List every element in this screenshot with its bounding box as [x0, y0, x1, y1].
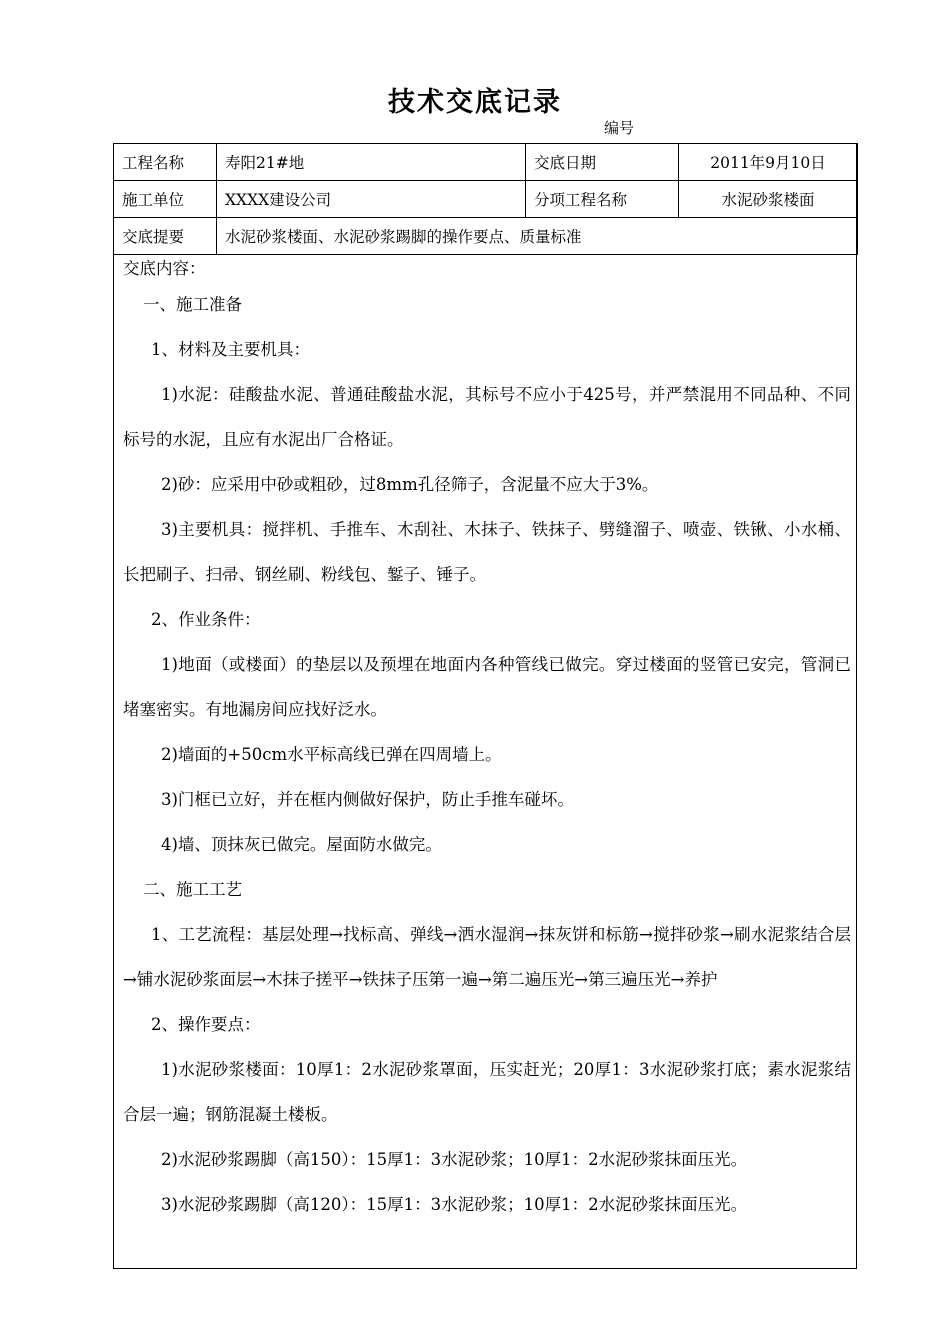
subsection-heading: 2、操作要点：	[151, 1015, 261, 1034]
sub-project-label: 分项工程名称	[526, 181, 679, 218]
content-paragraph: 1)水泥砂浆楼面：10厚1：2水泥砂浆罩面，压实赶光；20厚1：3水泥砂浆打底；素水泥浆结合层一遍；钢筋混凝土楼板。	[123, 1060, 851, 1124]
summary-value: 水泥砂浆楼面、水泥砂浆踢脚的操作要点、质量标准	[217, 218, 858, 255]
content-heading: 交底内容：	[123, 259, 206, 278]
sub-project-value: 水泥砂浆楼面	[679, 181, 858, 218]
content-paragraph: 1)水泥：硅酸盐水泥、普通硅酸盐水泥，其标号不应小于425号，并严禁混用不同品种、不同标号的水泥，且应有水泥出厂合格证。	[123, 385, 851, 449]
subsection-heading: 2、作业条件：	[151, 610, 261, 629]
content-paragraph: 3)门框已立好，并在框内侧做好保护，防止手推车碰坏。	[161, 790, 574, 809]
content-paragraph: 4)墙、顶抹灰已做完。屋面防水做完。	[161, 835, 442, 854]
info-row-contractor	[114, 181, 858, 218]
section-heading: 二、施工工艺	[143, 880, 242, 899]
info-row-summary	[114, 218, 858, 255]
content-paragraph: 2)水泥砂浆踢脚（高150）：15厚1：3水泥砂浆；10厚1：2水泥砂浆抹面压光。	[161, 1150, 748, 1169]
handover-date-label: 交底日期	[526, 144, 679, 181]
content-paragraph: 3)主要机具：搅拌机、手推车、木刮社、木抹子、铁抹子、劈缝溜子、喷壶、铁锹、小水桶、长把刷子、扫帚、钢丝刷、粉线包、錾子、锤子。	[123, 520, 851, 584]
content-paragraph: 3)水泥砂浆踢脚（高120）：15厚1：3水泥砂浆；10厚1：2水泥砂浆抹面压光。	[161, 1195, 748, 1214]
contractor-value: XXXX建设公司	[217, 181, 526, 218]
info-table	[113, 143, 858, 255]
content-paragraph: 2)墙面的+50cm水平标高线已弹在四周墙上。	[161, 745, 502, 764]
handover-content	[123, 256, 851, 1227]
project-name-label: 工程名称	[114, 144, 217, 181]
info-row-project	[114, 144, 858, 181]
section-heading: 一、施工准备	[143, 295, 242, 314]
handover-date-value: 2011年9月10日	[679, 144, 858, 181]
summary-label: 交底提要	[114, 218, 217, 255]
project-name-value: 寿阳21#地	[217, 144, 526, 181]
content-paragraph: 1、工艺流程：基层处理→找标高、弹线→洒水湿润→抹灰饼和标筋→搅拌砂浆→刷水泥浆结合层→铺水泥砂浆面层→木抹子搓平→铁抹子压第一遍→第二遍压光→第三遍压光→养护	[123, 925, 851, 989]
document-title: 技术交底记录	[388, 87, 562, 118]
content-paragraph: 1)地面（或楼面）的垫层以及预埋在地面内各种管线已做完。穿过楼面的竖管已安完，管洞已堵塞密实。有地漏房间应找好泛水。	[123, 655, 851, 719]
serial-number-label: 编号	[604, 119, 635, 137]
content-paragraph: 2)砂：应采用中砂或粗砂，过8mm孔径筛子，含泥量不应大于3%。	[161, 475, 659, 494]
contractor-label: 施工单位	[114, 181, 217, 218]
subsection-heading: 1、材料及主要机具：	[151, 340, 310, 359]
